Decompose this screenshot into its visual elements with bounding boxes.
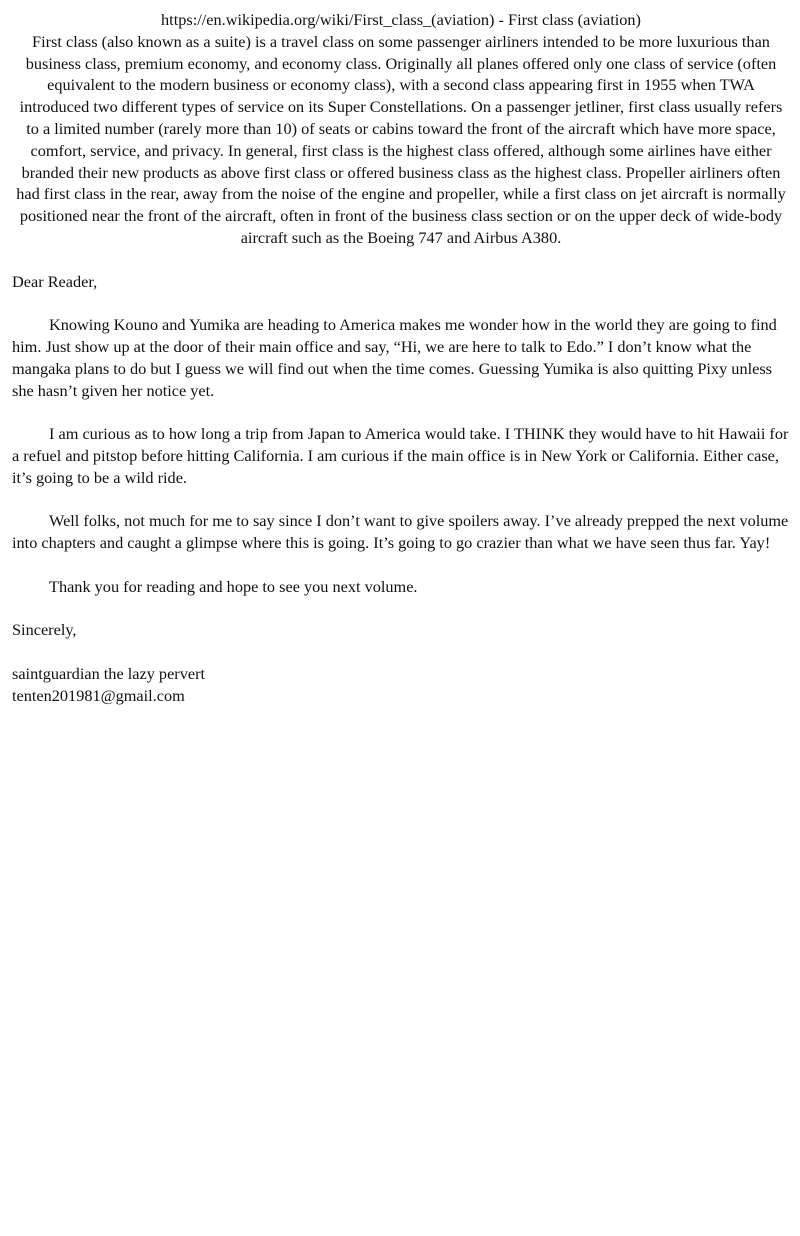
letter-paragraph-4: Thank you for reading and hope to see you next volume.	[49, 576, 418, 596]
source-line: https://en.wikipedia.org/wiki/First_class_(aviation) - First class (aviation)	[161, 10, 641, 29]
signature-email: tenten201981@gmail.com	[12, 685, 185, 705]
salutation: Dear Reader,	[12, 271, 98, 291]
letter-paragraph-2: I am curious as to how long a trip from Japan to America would take. I THINK they would have to hit Hawaii for a refuel and pitstop before hitting California. I am curious if the main office is in New York or California. Either case, it’s going to be a wild ride.	[12, 424, 789, 487]
article-excerpt	[12, 9, 790, 249]
letter-paragraph-3: Well folks, not much for me to say since I don’t want to give spoilers away. I’ve already prepped the next volume into chapters and caught a glimpse where this is going. It’s going to go crazier than what we have seen thus far. Yay!	[12, 511, 789, 553]
closing: Sincerely,	[12, 620, 77, 640]
letter-paragraph-1: Knowing Kouno and Yumika are heading to America makes me wonder how in the world they are going to find him. Just show up at the door of their main office and say, “Hi, we are here to talk to Edo.” I don’t know what the mangaka plans to do but I guess we will find out when the time comes. Guessing Yumika is also quitting Pixy unless she hasn’t given her notice yet.	[12, 315, 777, 400]
article-summary: First class (also known as a suite) is a travel class on some passenger airliners intended to be more luxurious than business class, premium economy, and economy class. Originally all planes offered only one class of service (often equivalent to the modern business or economy class), with a second class appearing first in 1955 when TWA introduced two different types of service on its Super Constellations. On a passenger jetliner, first class usually refers to a limited number (rarely more than 10) of seats or cabins toward the front of the aircraft which have more space, comfort, service, and privacy. In general, first class is the highest class offered, although some airlines have either branded their new products as above first class or offered business class as the highest class. Propeller airliners often had first class in the rear, away from the noise of the engine and propeller, while a first class on jet aircraft is normally positioned near the front of the aircraft, often in front of the business class section or on the upper deck of wide-body aircraft such as the Boeing 747 and Airbus A380.	[16, 31, 786, 247]
letter-body	[12, 271, 790, 707]
signature-name: saintguardian the lazy pervert	[12, 663, 206, 683]
document-page	[0, 9, 800, 707]
